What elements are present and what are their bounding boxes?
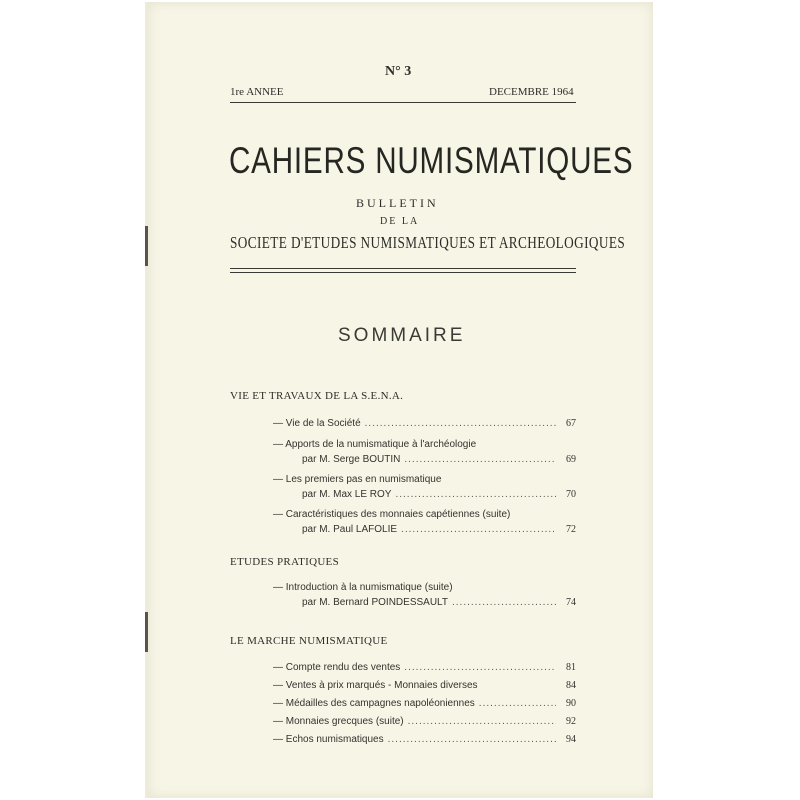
entry-title: — Caractéristiques des monnaies capétiennes (suite)	[273, 509, 511, 520]
page-number: 67	[566, 418, 576, 429]
dot-leader	[388, 732, 556, 748]
page-number: 92	[566, 716, 576, 727]
dot-leader	[452, 595, 556, 611]
page-number: 94	[566, 734, 576, 745]
dot-leader	[408, 714, 556, 730]
page-number: 69	[566, 454, 576, 465]
toc-entry	[273, 732, 576, 748]
bulletin-label: BULLETIN	[356, 196, 439, 210]
entry-title: — Echos numismatiques	[273, 734, 384, 745]
dot-leader	[479, 696, 556, 712]
entry-title: — Introduction à la numismatique (suite)	[273, 582, 453, 593]
entry-title: — Apports de la numismatique à l'archéologie	[273, 439, 477, 450]
toc-entry	[273, 508, 576, 538]
contents-heading: SOMMAIRE	[338, 325, 466, 346]
page-number: 90	[566, 698, 576, 709]
issue-number: N° 3	[385, 64, 412, 79]
page-number: 72	[566, 524, 576, 535]
society-name: SOCIETE D'ETUDES NUMISMATIQUES ET ARCHEOLOGIQUES	[230, 233, 626, 252]
entry-title: — Vie de la Société	[273, 418, 361, 429]
section-title: ETUDES PRATIQUES	[230, 556, 339, 568]
dot-leader	[404, 452, 556, 468]
year-label: 1re ANNEE	[230, 86, 284, 98]
entry-title: — Les premiers pas en numismatique	[273, 474, 442, 485]
page-number: 70	[566, 489, 576, 500]
toc-entry	[273, 714, 576, 730]
toc-entry	[273, 416, 576, 432]
toc-entry	[273, 678, 576, 694]
section-title: LE MARCHE NUMISMATIQUE	[230, 635, 388, 647]
publication-title: CAHIERS NUMISMATIQUES	[229, 140, 634, 181]
de-la-label: DE LA	[380, 216, 420, 227]
toc-entry	[273, 696, 576, 712]
entry-author: par M. Bernard POINDESSAULT	[302, 597, 448, 608]
toc-entry	[273, 473, 576, 503]
section-title: VIE ET TRAVAUX DE LA S.E.N.A.	[230, 390, 404, 402]
issue-date: DECEMBRE 1964	[489, 86, 574, 98]
toc-entry	[273, 660, 576, 676]
entry-title: — Compte rendu des ventes	[273, 662, 401, 673]
toc-entry	[273, 438, 576, 468]
page-number: 81	[566, 662, 576, 673]
entry-author: par M. Paul LAFOLIE	[302, 524, 398, 535]
entry-author: par M. Max LE ROY	[302, 489, 392, 500]
double-rule-bottom	[230, 272, 576, 273]
page-number: 74	[566, 597, 576, 608]
dot-leader	[401, 522, 556, 538]
page-number: 84	[566, 680, 576, 691]
entry-title: — Médailles des campagnes napoléoniennes	[273, 698, 475, 709]
header-rule	[230, 102, 576, 103]
double-rule-top	[230, 268, 576, 269]
toc-entry	[273, 581, 576, 611]
entry-title: — Ventes à prix marqués - Monnaies diverses	[273, 680, 478, 691]
entry-title: — Monnaies grecques (suite)	[273, 716, 404, 727]
dot-leader	[365, 416, 556, 432]
dot-leader	[395, 487, 556, 503]
dot-leader	[404, 660, 556, 676]
entry-author: par M. Serge BOUTIN	[302, 454, 401, 465]
